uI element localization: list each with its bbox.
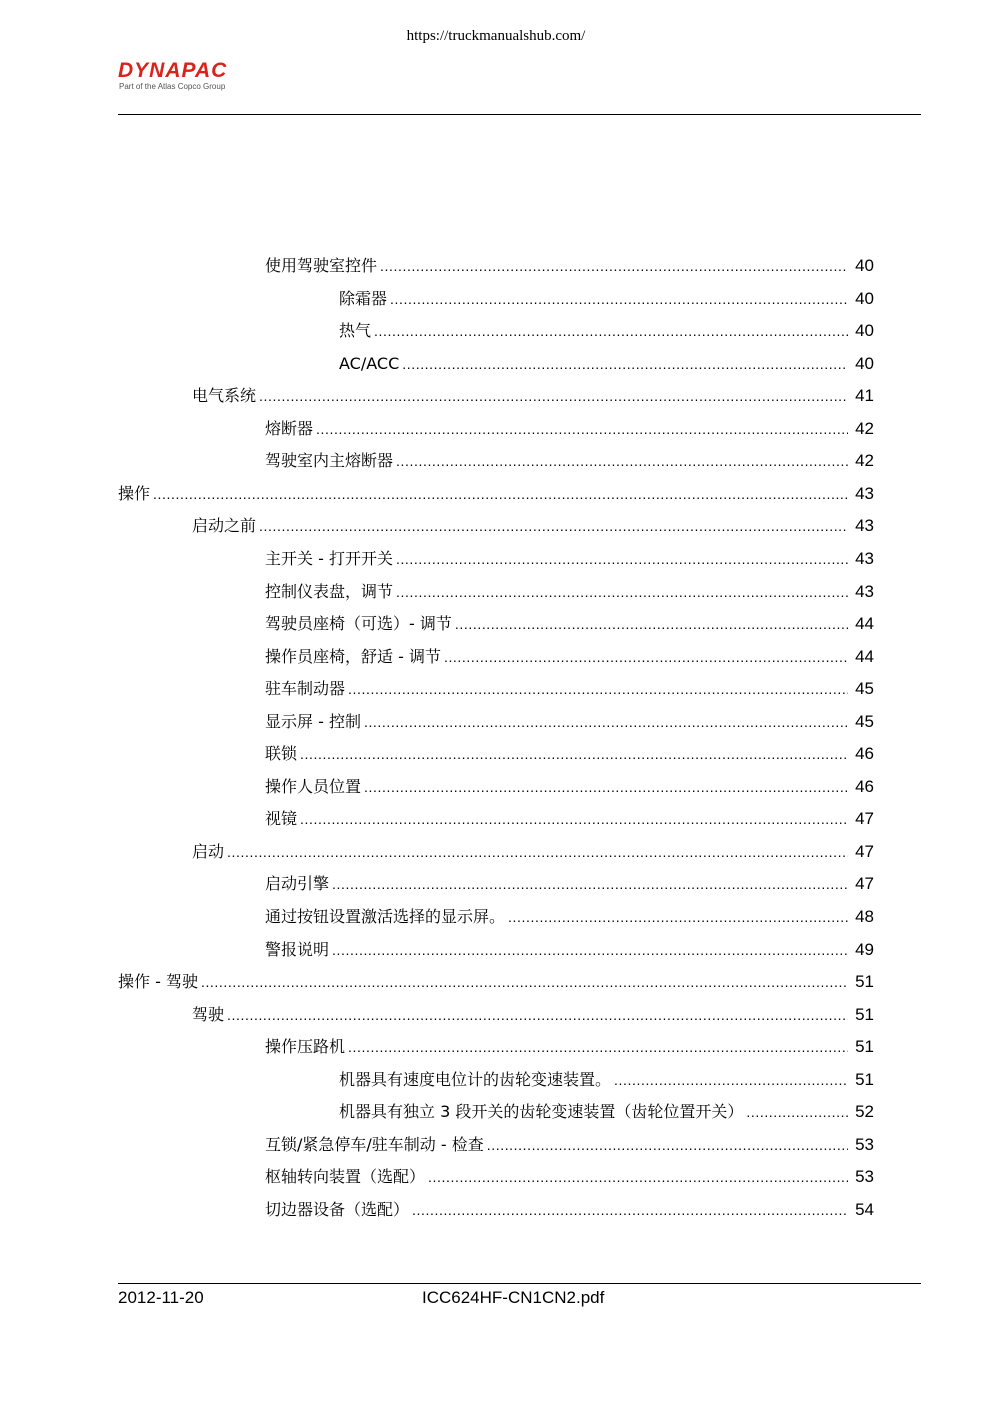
toc-entry[interactable]: [265, 806, 874, 832]
toc-entry[interactable]: [265, 904, 874, 930]
toc-dot-leader: [227, 1002, 848, 1028]
toc-dot-leader: [428, 1164, 848, 1190]
toc-dot-leader: [380, 253, 848, 279]
toc-entry[interactable]: [339, 1099, 874, 1125]
toc-entry-title: 控制仪表盘，调节: [265, 581, 394, 601]
toc-entry[interactable]: [265, 1034, 874, 1060]
toc-entry-title: 操作人员位置: [265, 776, 362, 796]
logo-tagline: Part of the Atlas Copco Group: [119, 82, 226, 91]
toc-entry[interactable]: [118, 481, 874, 507]
toc-entry-title: 熔断器: [265, 418, 314, 438]
toc-entry-page: 49: [855, 939, 874, 959]
toc-entry-page: 40: [855, 321, 874, 341]
toc-entry-page: 45: [855, 711, 874, 731]
toc-entry[interactable]: [265, 871, 874, 897]
toc-entry[interactable]: [339, 351, 874, 377]
toc-entry-page: 44: [855, 614, 874, 634]
toc-entry-page: 41: [855, 386, 874, 406]
toc-entry-title: 通过按钮设置激活选择的显示屏。: [265, 907, 506, 926]
toc-entry-title: 驾驶室内主熔断器: [265, 451, 394, 471]
toc-entry-page: 51: [855, 1069, 874, 1089]
toc-entry[interactable]: [192, 513, 874, 539]
toc-dot-leader: [332, 871, 848, 897]
toc-entry-title: 警报说明: [265, 939, 330, 959]
toc-entry-title: 驾驶员座椅（可选）- 调节: [265, 614, 452, 634]
toc-entry[interactable]: [265, 774, 874, 800]
toc-entry-title: 互锁/紧急停车/驻车制动 - 检查: [265, 1134, 484, 1154]
toc-dot-leader: [300, 741, 848, 767]
dynapac-logo: [118, 60, 288, 91]
toc-entry[interactable]: [265, 579, 874, 605]
toc-dot-leader: [455, 611, 848, 637]
toc-entry-page: 42: [855, 451, 874, 471]
toc-entry[interactable]: [339, 286, 874, 312]
footer-filename: ICC624HF-CN1CN2.pdf: [422, 1288, 605, 1307]
toc-entry[interactable]: [265, 1164, 874, 1190]
toc-entry-page: 53: [855, 1134, 874, 1154]
toc-dot-leader: [364, 709, 848, 735]
toc-entry-title: 操作员座椅，舒适 - 调节: [265, 646, 441, 666]
logo-wordmark: DYNAPAC: [118, 59, 228, 82]
toc-entry-title: 电气系统: [192, 386, 257, 406]
toc-entry-title: 主开关 - 打开开关: [265, 548, 393, 568]
toc-dot-leader: [746, 1099, 848, 1125]
toc-dot-leader: [153, 481, 848, 507]
toc-dot-leader: [227, 839, 848, 865]
toc-entry[interactable]: [265, 611, 874, 637]
toc-entry-title: 联锁: [265, 744, 298, 764]
toc-dot-leader: [396, 546, 848, 572]
toc-dot-leader: [259, 513, 848, 539]
toc-entry-title: 切边器设备（选配）: [265, 1199, 410, 1219]
source-url: https://truckmanualshub.com/: [406, 28, 586, 44]
toc-dot-leader: [364, 774, 848, 800]
toc-dot-leader: [259, 383, 848, 409]
toc-entry[interactable]: [192, 839, 874, 865]
toc-entry-title: 驾驶: [192, 1004, 225, 1024]
toc-dot-leader: [487, 1132, 848, 1158]
toc-entry-page: 51: [855, 1004, 874, 1024]
toc-entry-page: 47: [855, 809, 874, 829]
toc-dot-leader: [374, 318, 848, 344]
toc-dot-leader: [614, 1067, 848, 1093]
toc-entry-page: 47: [855, 874, 874, 894]
toc-dot-leader: [300, 806, 848, 832]
toc-dot-leader: [332, 937, 848, 963]
toc-dot-leader: [316, 416, 848, 442]
toc-entry-title: 机器具有独立 3 段开关的齿轮变速装置（齿轮位置开关）: [339, 1102, 744, 1122]
toc-entry-title: 使用驾驶室控件: [265, 256, 378, 275]
toc-entry-page: 51: [855, 1037, 874, 1057]
toc-entry[interactable]: [265, 1197, 874, 1223]
toc-entry[interactable]: [339, 318, 874, 344]
toc-entry[interactable]: [265, 546, 874, 572]
toc-entry-page: 51: [855, 972, 874, 992]
toc-dot-leader: [348, 1034, 848, 1060]
toc-entry[interactable]: [265, 448, 874, 474]
toc-dot-leader: [444, 644, 848, 670]
toc-entry-title: 热气: [339, 321, 372, 341]
toc-entry[interactable]: [265, 644, 874, 670]
toc-entry-title: 启动之前: [192, 516, 257, 536]
toc-entry-title: 驻车制动器: [265, 679, 346, 699]
toc-entry[interactable]: [118, 969, 874, 995]
header-divider: [118, 114, 921, 115]
toc-entry[interactable]: [265, 741, 874, 767]
toc-dot-leader: [390, 286, 848, 312]
toc-entry-page: 45: [855, 679, 874, 699]
toc-entry-title: AC/ACC: [339, 353, 400, 373]
toc-dot-leader: [508, 904, 848, 930]
toc-entry-title: 显示屏 - 控制: [265, 711, 361, 731]
toc-dot-leader: [402, 351, 848, 377]
toc-entry-title: 视镜: [265, 809, 298, 829]
toc-entry-page: 52: [855, 1102, 874, 1122]
toc-entry-title: 操作压路机: [265, 1037, 346, 1057]
toc-entry-page: 40: [855, 353, 874, 373]
toc-entry[interactable]: [265, 1132, 874, 1158]
toc-dot-leader: [348, 676, 848, 702]
toc-entry-page: 54: [855, 1199, 874, 1219]
toc-dot-leader: [396, 579, 848, 605]
toc-entry-title: 启动引擎: [265, 874, 330, 894]
toc-entry-page: 43: [855, 516, 874, 536]
toc-entry[interactable]: [265, 416, 874, 442]
toc-entry-page: 40: [855, 256, 874, 275]
toc-entry[interactable]: [265, 709, 874, 735]
toc-dot-leader: [201, 969, 848, 995]
toc-entry[interactable]: [265, 676, 874, 702]
toc-entry-title: 枢轴转向装置（选配）: [265, 1167, 426, 1187]
toc-entry-title: 机器具有速度电位计的齿轮变速装置。: [339, 1069, 612, 1089]
toc-entry-page: 46: [855, 776, 874, 796]
toc-entry[interactable]: [265, 937, 874, 963]
toc-dot-leader: [412, 1197, 848, 1223]
toc-entry-page: 44: [855, 646, 874, 666]
toc-entry-title: 除霜器: [339, 288, 388, 308]
toc-entry-title: 操作: [118, 483, 151, 503]
toc-dot-leader: [396, 448, 848, 474]
footer-date: 2012-11-20: [118, 1288, 204, 1307]
toc-entry-page: 40: [855, 288, 874, 308]
toc-entry-page: 43: [855, 483, 874, 503]
toc-entry[interactable]: [339, 1067, 874, 1093]
toc-entry-title: 操作 - 驾驶: [118, 972, 198, 992]
toc-entry-page: 43: [855, 581, 874, 601]
toc-entry-page: 48: [855, 907, 874, 926]
footer-divider: [118, 1283, 921, 1284]
toc-entry-page: 53: [855, 1167, 874, 1187]
toc-entry[interactable]: [192, 383, 874, 409]
toc-entry-page: 43: [855, 548, 874, 568]
toc-entry[interactable]: [192, 1002, 874, 1028]
toc-entry-page: 42: [855, 418, 874, 438]
toc-entry-page: 47: [855, 841, 874, 861]
toc-entry-page: 46: [855, 744, 874, 764]
toc-entry-title: 启动: [192, 841, 225, 861]
toc-entry[interactable]: [265, 253, 874, 279]
